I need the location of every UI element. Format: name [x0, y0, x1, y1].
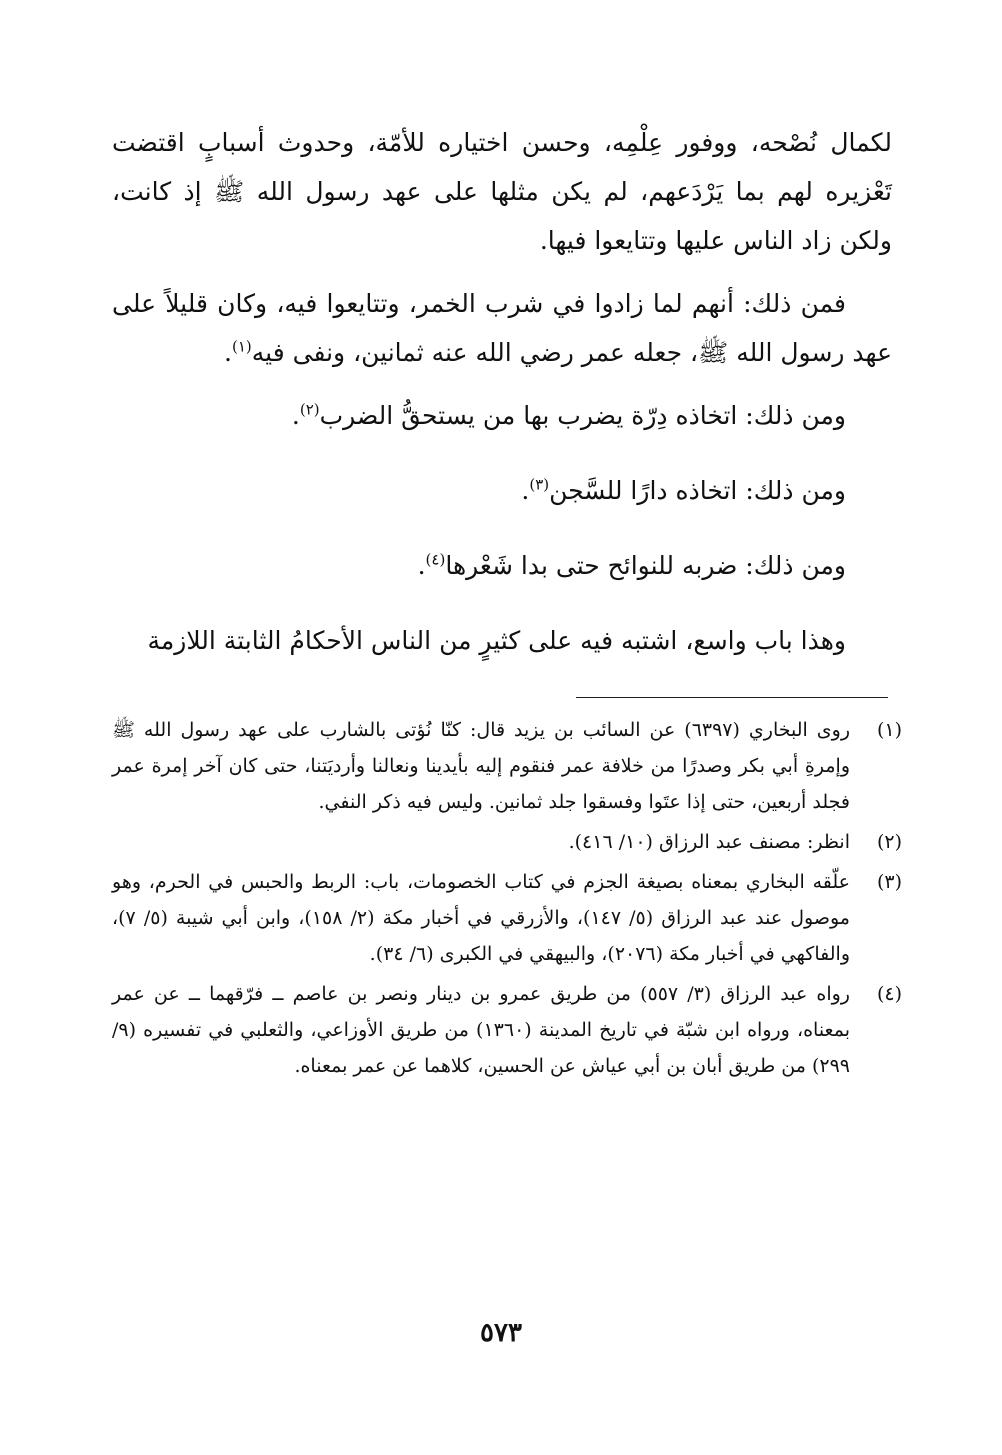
footnote-text: علّقه البخاري بمعناه بصيغة الجزم في كتاب الخصومات، باب: الربط والحبس في الحرم، وهو موصول عند عبد الرزاق (٥/ ١٤٧)، والأزرقي في أخبار مكة (٢/ ١٥٨)، وابن أبي شيبة (٥/ ٧)، والفاكهي في أخبار مكة (٢٠٧٦)، والبيهقي في الكبرى (٦/ ٣٤). [112, 871, 850, 965]
paragraph-4-text: ومن ذلك: اتخاذه دارًا للسَّجن [549, 476, 846, 505]
paragraph-4-end: . [521, 476, 530, 505]
footnote-ref-4[interactable]: (٤) [425, 550, 446, 569]
footnote-text: رواه عبد الرزاق (٣/ ٥٥٧) من طريق عمرو بن دينار ونصر بن عاصم ــ فرّقهما ــ عن عمر بمعناه، ورواه ابن شبّة في تاريخ المدينة (١٣٦٠) من طريق الأوزاعي، والثعلبي في تفسيره (٩/ ٢٩٩) من طريق أبان بن أبي عياش عن الحسين، كلاهما عن عمر بمعناه. [112, 983, 850, 1077]
paragraph-1: لكمال نُصْحه، ووفور عِلْمِه، وحسن اختياره للأمّة، وحدوث أسبابٍ اقتضت تَعْزيره لهم بما يَرْدَعهم، لم يكن مثلها على عهد رسول الله ﷺ إذ كانت، ولكن زاد الناس عليها وتتايعوا فيها. [112, 128, 892, 255]
footnote-1 [112, 712, 902, 820]
paragraph-5-end: . [417, 551, 426, 580]
footnote-separator [576, 697, 888, 698]
footnote-4 [112, 976, 902, 1084]
paragraph-2-text: فمن ذلك: أنهم لما زادوا في شرب الخمر، وتتايعوا فيه، وكان قليلاً على عهد رسول الله ﷺ، جعله عمر رضي الله عنه ثمانين، ونفى فيه [112, 289, 892, 367]
footnotes-section [112, 712, 902, 1088]
paragraph-2 [112, 279, 892, 377]
footnote-ref-3[interactable]: (٣) [529, 475, 550, 494]
footnote-text: انظر: مصنف عبد الرزاق (١٠/ ٤١٦). [568, 831, 850, 853]
footnote-number: (٢) [876, 831, 902, 853]
main-text-body [112, 118, 892, 679]
paragraph-6: وهذا باب واسع، اشتبه فيه على كثيرٍ من الناس الأحكامُ الثابتة اللازمة [147, 626, 846, 655]
footnote-number: (١) [876, 719, 902, 741]
footnote-number: (٣) [876, 871, 902, 893]
footnote-number: (٤) [876, 983, 902, 1005]
paragraph-5-text: ومن ذلك: ضربه للنوائح حتى بدا شَعْرها [445, 551, 846, 580]
footnote-text: روى البخاري (٦٣٩٧) عن السائب بن يزيد قال: كنّا نُؤتى بالشارب على عهد رسول الله ﷺ وإمرةِ أبي بكر وصدرًا من خلافة عمر فنقوم إليه بأيدينا ونعالنا وأرديَتنا، حتى كان آخر إمرة عمر فجلد أربعين، حتى إذا عتَوا وفسقوا جلد ثمانين. وليس فيه ذكر النفي. [112, 719, 850, 813]
paragraph-4 [112, 466, 892, 515]
paragraph-2-end: . [224, 338, 232, 367]
paragraph-3-text: ومن ذلك: اتخاذه دِرّة يضرب بها من يستحقُّ الضرب [319, 401, 846, 430]
footnote-3 [112, 864, 902, 972]
footnote-ref-1[interactable]: (١) [231, 337, 252, 356]
page-number: ٥٧٣ [480, 1318, 522, 1348]
footnote-2 [112, 824, 902, 860]
paragraph-3 [112, 391, 892, 440]
paragraph-3-end: . [291, 401, 300, 430]
paragraph-5 [112, 541, 892, 590]
footnote-ref-2[interactable]: (٢) [299, 400, 320, 419]
